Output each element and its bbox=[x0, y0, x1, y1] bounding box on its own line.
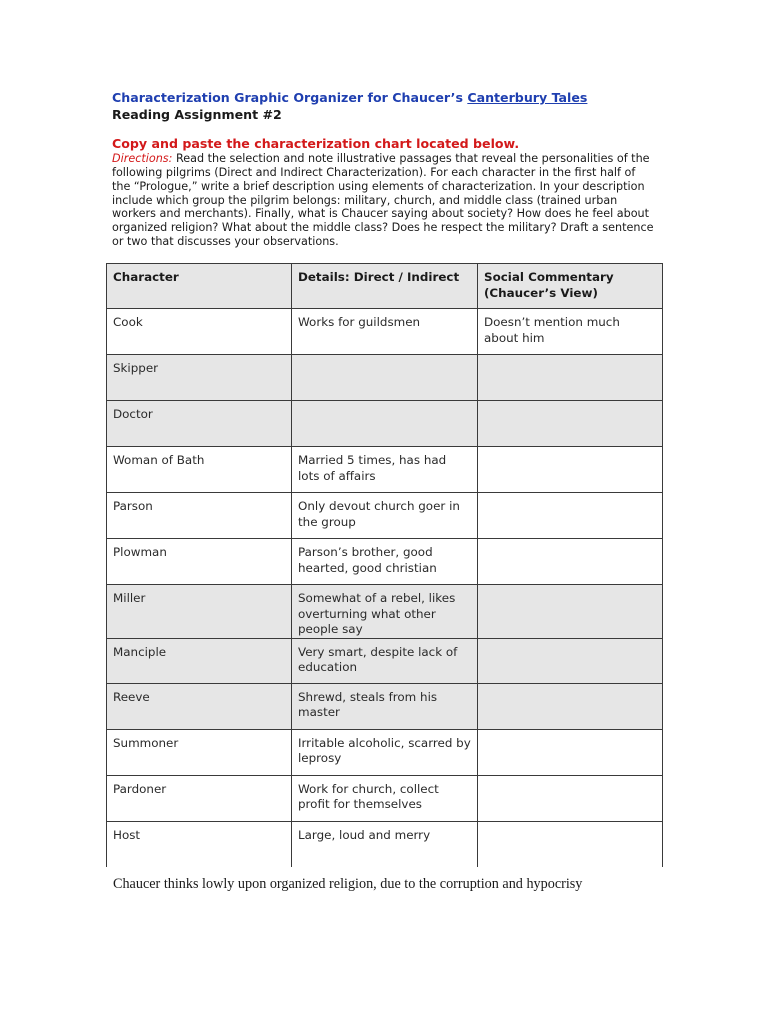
commentary-cell bbox=[478, 775, 663, 821]
commentary-cell: Doesn’t mention much about him bbox=[478, 309, 663, 355]
table-row bbox=[107, 775, 663, 821]
details-cell: Very smart, despite lack of education bbox=[292, 638, 478, 683]
commentary-cell bbox=[478, 355, 663, 401]
details-cell: Irritable alcoholic, scarred by leprosy bbox=[292, 729, 478, 775]
commentary-cell bbox=[478, 729, 663, 775]
character-cell: Miller bbox=[107, 585, 292, 639]
copy-instruction: Copy and paste the characterization chart located below. bbox=[112, 136, 520, 151]
details-cell: Somewhat of a rebel, likes overturning what other people say bbox=[292, 585, 478, 639]
details-cell: Works for guildsmen bbox=[292, 309, 478, 355]
header-details: Details: Direct / Indirect bbox=[292, 264, 478, 309]
table-row bbox=[107, 401, 663, 447]
character-cell: Parson bbox=[107, 493, 292, 539]
table-row bbox=[107, 729, 663, 775]
table-row bbox=[107, 309, 663, 355]
character-cell: Skipper bbox=[107, 355, 292, 401]
character-cell: Summoner bbox=[107, 729, 292, 775]
assignment-subtitle: Reading Assignment #2 bbox=[112, 107, 282, 122]
details-cell: Work for church, collect profit for themselves bbox=[292, 775, 478, 821]
commentary-cell bbox=[478, 638, 663, 683]
character-cell: Woman of Bath bbox=[107, 447, 292, 493]
character-cell: Plowman bbox=[107, 539, 292, 585]
details-cell: Shrewd, steals from his master bbox=[292, 683, 478, 729]
character-cell: Doctor bbox=[107, 401, 292, 447]
table-row bbox=[107, 638, 663, 683]
character-cell: Pardoner bbox=[107, 775, 292, 821]
header-commentary: Social Commentary (Chaucer’s View) bbox=[478, 264, 663, 309]
character-cell: Reeve bbox=[107, 683, 292, 729]
table-row bbox=[107, 493, 663, 539]
directions-text: Read the selection and note illustrative passages that reveal the personalities of the following pilgrims (Direct and Indirect Characterization). For each character in the first half of the “Prologue,” write a brief description using elements of characterization. In your description include which group the pilgrim belongs: military, church, and middle class (trained urban workers and merchants). Finally, what is Chaucer saying about society? How does he feel about organized religion? What about the middle class? Does he respect the military? Draft a sentence or two that discusses your observations. bbox=[112, 152, 654, 249]
commentary-cell bbox=[478, 539, 663, 585]
table-row bbox=[107, 683, 663, 729]
conclusion-text: Chaucer thinks lowly upon organized religion, due to the corruption and hypocrisy bbox=[113, 876, 583, 892]
table-row bbox=[107, 447, 663, 493]
commentary-cell bbox=[478, 401, 663, 447]
commentary-cell bbox=[478, 493, 663, 539]
book-title: Canterbury Tales bbox=[467, 90, 588, 105]
table-header-row bbox=[107, 264, 663, 309]
character-cell: Manciple bbox=[107, 638, 292, 683]
details-cell: Large, loud and merry bbox=[292, 821, 478, 867]
commentary-cell bbox=[478, 585, 663, 639]
character-cell: Cook bbox=[107, 309, 292, 355]
commentary-cell bbox=[478, 821, 663, 867]
table-row bbox=[107, 355, 663, 401]
details-cell: Married 5 times, has had lots of affairs bbox=[292, 447, 478, 493]
details-cell: Only devout church goer in the group bbox=[292, 493, 478, 539]
table-row bbox=[107, 585, 663, 639]
header-character: Character bbox=[107, 264, 292, 309]
details-cell: Parson’s brother, good hearted, good christian bbox=[292, 539, 478, 585]
details-cell bbox=[292, 355, 478, 401]
details-cell bbox=[292, 401, 478, 447]
title-prefix: Characterization Graphic Organizer for Chaucer’s bbox=[112, 90, 468, 105]
character-cell: Host bbox=[107, 821, 292, 867]
document-title bbox=[112, 90, 587, 105]
directions-paragraph bbox=[112, 152, 657, 249]
characterization-chart bbox=[106, 263, 663, 867]
table-row bbox=[107, 539, 663, 585]
table-row bbox=[107, 821, 663, 867]
commentary-cell bbox=[478, 447, 663, 493]
directions-label: Directions: bbox=[112, 152, 173, 165]
commentary-cell bbox=[478, 683, 663, 729]
